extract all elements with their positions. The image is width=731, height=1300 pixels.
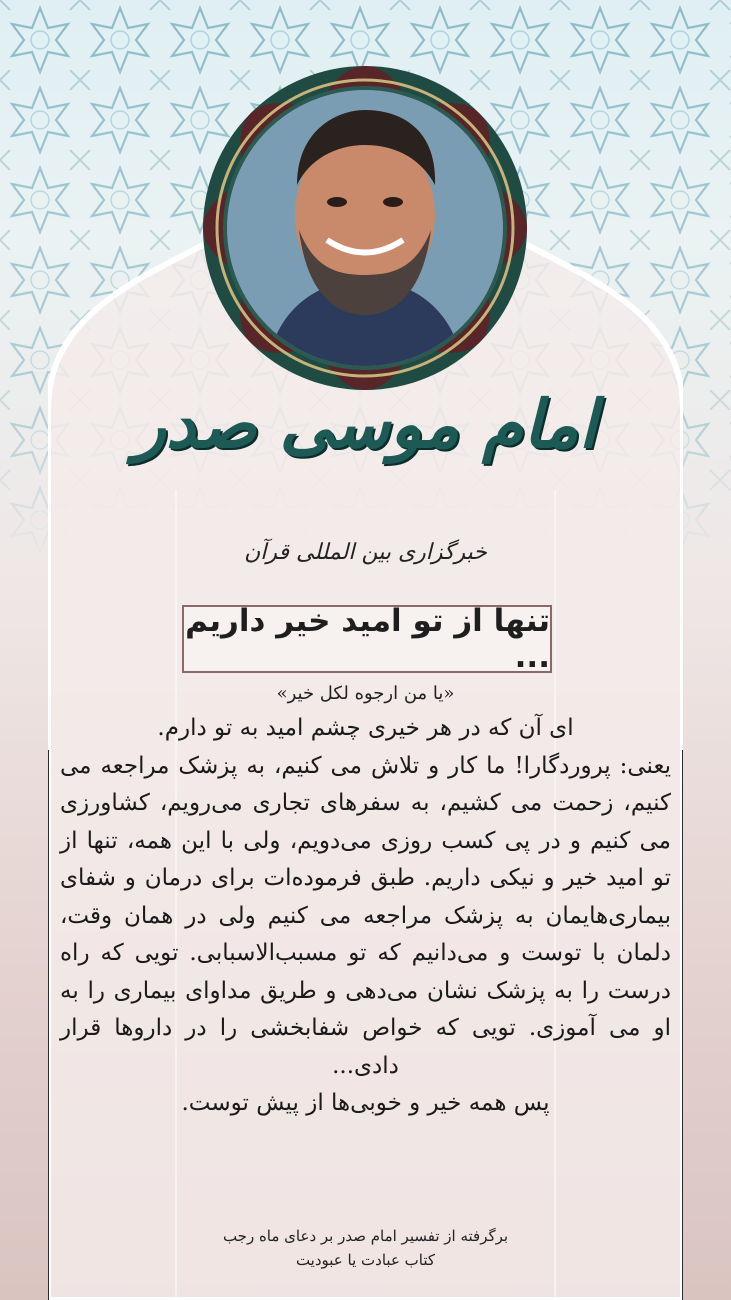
body-last-line: پس همه خیر و خوبی‌ها از پیش توست. [181, 1090, 550, 1116]
page-title: امام موسی صدر [134, 385, 597, 463]
portrait-photo [227, 90, 503, 366]
quote: «یا من ارجوه لکل خیر» [276, 683, 455, 704]
agency-logo-text: خبرگزاری بین المللی قرآن [244, 540, 487, 565]
headline-box [182, 605, 552, 673]
headline: تنها از تو امید خیر داریم ... [185, 603, 550, 675]
portrait-frame [190, 62, 540, 392]
source-line-1: برگرفته از تفسیر امام صدر بر دعای ماه رجب [222, 1227, 509, 1245]
source-line-2: کتاب عبادت یا عبودیت [295, 1251, 436, 1269]
source-citation [0, 1224, 731, 1272]
body-text [60, 710, 671, 1123]
body-main-paragraph: یعنی: پروردگارا! ما کار و تلاش می کنیم، به پزشک مراجعه می کنیم، زحمت می کشیم، به سفرهای تجاری می‌رویم، کشاورزی می کنیم و در پی کسب روزی می‌دویم، ولی با این همه، تنها از تو امید خیر و نیکی داریم. طبق فرموده‌ات برای درمان و شفای بیماری‌هایمان به پزشک مراجعه می کنیم ولی در همان وقت، دلمان با توست و می‌دانیم که تو مسبب‌الاسبابی. تویی که راه درست را به پزشک نشان می‌دهی و طریق مداوای بیماری را به او می آموزی. تویی که خواص شفابخشی را در داروها قرار دادی... [60, 752, 671, 1079]
body-first-line: ای آن که در هر خیری چشم امید به تو دارم. [157, 715, 574, 741]
